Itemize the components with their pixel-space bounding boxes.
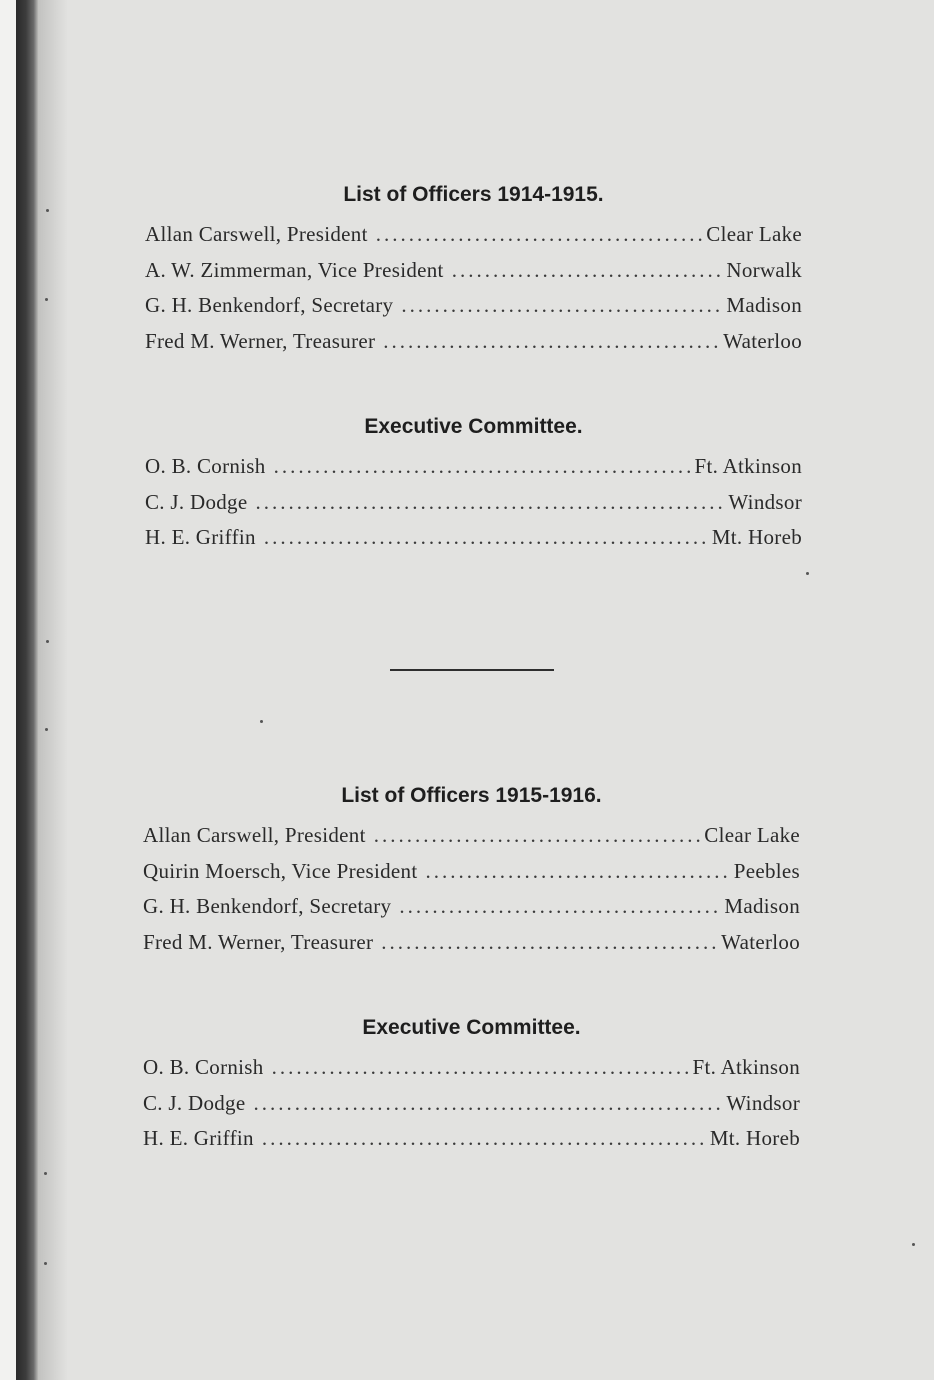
dot-leader — [383, 329, 720, 354]
committee-row — [143, 1055, 800, 1091]
officer-row — [143, 823, 800, 859]
dot-leader — [425, 859, 730, 884]
member-place: Mt. Horeb — [711, 525, 802, 549]
member-name: O. B. Cornish — [145, 454, 266, 478]
scan-speck — [912, 1243, 915, 1246]
officer-place: Madison — [726, 293, 802, 317]
officer-place: Waterloo — [723, 328, 802, 353]
dot-leader — [452, 258, 724, 283]
member-name: O. B. Cornish — [143, 1055, 264, 1079]
section-heading: List of Officers 1914-1915. — [343, 183, 604, 206]
officer-row — [145, 293, 802, 329]
officer-row — [145, 222, 802, 258]
officer-place: Peebles — [733, 858, 800, 883]
officer-name: G. H. Benkendorf, Secretary — [143, 894, 392, 918]
scan-speck — [44, 1262, 47, 1265]
scan-speck — [45, 298, 48, 301]
dot-leader — [381, 930, 718, 955]
officers-1915-1916-section — [143, 781, 800, 965]
committee-row — [145, 525, 802, 561]
scan-speck — [806, 572, 809, 575]
dot-leader — [401, 293, 723, 318]
member-place: Windsor — [726, 1090, 800, 1115]
dot-leader — [274, 454, 692, 479]
officer-row — [143, 894, 800, 930]
officer-name: Allan Carswell, President — [143, 823, 366, 847]
officer-place: Norwalk — [726, 257, 802, 282]
officer-place: Waterloo — [721, 929, 800, 954]
executive-committee-1915-section — [143, 1013, 800, 1162]
page-binding-fade — [38, 0, 68, 1380]
member-place: Mt. Horeb — [709, 1126, 800, 1150]
officer-row — [145, 329, 802, 365]
member-place: Windsor — [728, 489, 802, 514]
member-name: H. E. Griffin — [143, 1126, 254, 1150]
officer-place: Clear Lake — [706, 222, 802, 246]
dot-leader — [264, 525, 709, 550]
committee-row — [143, 1091, 800, 1127]
section-divider-rule — [390, 669, 554, 671]
dot-leader — [399, 894, 721, 919]
officer-row — [143, 930, 800, 966]
dot-leader — [253, 1091, 723, 1116]
dot-leader — [272, 1055, 690, 1080]
dot-leader — [374, 823, 702, 848]
committee-row — [145, 454, 802, 490]
member-name: C. J. Dodge — [143, 1090, 246, 1115]
member-name: C. J. Dodge — [145, 489, 248, 514]
dot-leader — [376, 222, 704, 247]
officer-name: Fred M. Werner, Treasurer — [145, 328, 376, 353]
officer-name: Allan Carswell, President — [145, 222, 368, 246]
officer-name: G. H. Benkendorf, Secretary — [145, 293, 394, 317]
officer-row — [145, 258, 802, 294]
page-binding-shadow — [16, 0, 38, 1380]
officers-1914-1915-section — [145, 180, 802, 364]
officer-name: Fred M. Werner, Treasurer — [143, 929, 374, 954]
section-heading: Executive Committee. — [362, 1016, 581, 1039]
scan-speck — [46, 640, 49, 643]
section-heading: List of Officers 1915-1916. — [341, 784, 602, 807]
page-binding-edge — [0, 0, 16, 1380]
officer-name: A. W. Zimmerman, Vice President — [145, 257, 444, 282]
scan-speck — [45, 728, 48, 731]
officer-place: Clear Lake — [704, 823, 800, 847]
officer-place: Madison — [724, 894, 800, 918]
executive-committee-1914-section — [145, 412, 802, 561]
dot-leader — [262, 1126, 707, 1151]
member-place: Ft. Atkinson — [692, 1055, 800, 1079]
scan-speck — [44, 1172, 47, 1175]
section-heading: Executive Committee. — [364, 415, 583, 438]
officer-name: Quirin Moersch, Vice President — [143, 858, 418, 883]
dot-leader — [255, 490, 725, 515]
scan-speck — [46, 209, 49, 212]
member-name: H. E. Griffin — [145, 525, 256, 549]
committee-row — [145, 490, 802, 526]
member-place: Ft. Atkinson — [694, 454, 802, 478]
committee-row — [143, 1126, 800, 1162]
scan-speck — [260, 720, 263, 723]
officer-row — [143, 859, 800, 895]
